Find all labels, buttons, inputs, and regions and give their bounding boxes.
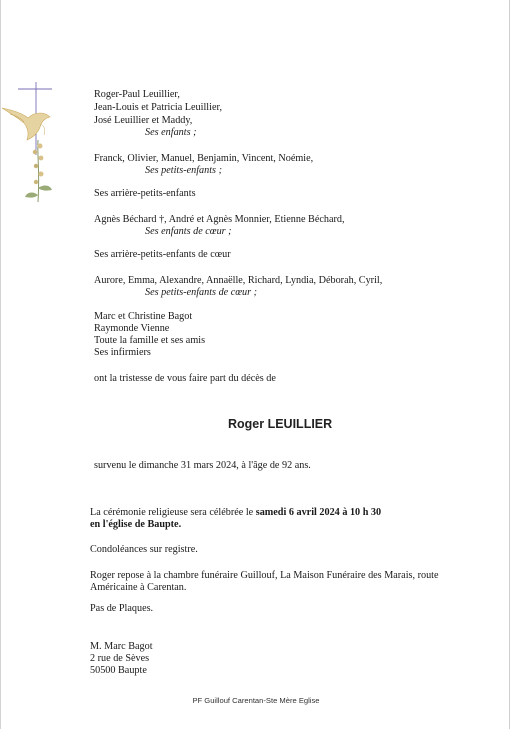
child-line: José Leuillier et Maddy,	[94, 115, 193, 126]
ceremony-line	[90, 507, 381, 519]
other-mourner-line: Ses infirmiers	[94, 347, 151, 358]
child-line: Roger-Paul Leuillier,	[94, 89, 180, 100]
condolences-text: Condoléances sur registre.	[90, 544, 198, 555]
ceremony-prefix: La cérémonie religieuse sera célébrée le	[90, 507, 256, 518]
page-border-right	[509, 0, 510, 729]
contact-street: 2 rue de Sèves	[90, 653, 150, 664]
heart-children-label: Ses enfants de cœur ;	[145, 226, 232, 237]
other-mourner-line: Marc et Christine Bagot	[94, 311, 193, 322]
rest-location-line: Américaine à Carentan.	[90, 582, 187, 593]
heart-grandchildren-label: Ses petits-enfants de cœur ;	[145, 287, 258, 298]
child-line: Jean-Louis et Patricia Leuillier,	[94, 102, 223, 113]
death-date-line: survenu le dimanche 31 mars 2024, à l'âge de 92 ans.	[94, 460, 311, 471]
heart-grandchildren-names: Aurore, Emma, Alexandre, Annaëlle, Richard, Lyndia, Déborah, Cyril,	[94, 275, 383, 286]
grandchildren-label: Ses petits-enfants ;	[145, 165, 222, 176]
rest-location-line: Roger repose à la chambre funéraire Guillouf, La Maison Funéraire des Marais, route	[90, 570, 439, 581]
funeral-home-footer: PF Guillouf Carentan-Ste Mère Eglise	[192, 696, 320, 705]
ceremony-location: en l'église de Baupte.	[90, 519, 182, 530]
contact-name: M. Marc Bagot	[90, 641, 153, 652]
heart-children-names: Agnès Béchard †, André et Agnès Monnier, Etienne Béchard,	[94, 214, 345, 225]
ceremony-datetime: samedi 6 avril 2024 à 10 h 30	[255, 507, 382, 518]
heart-great-grandchildren-line: Ses arrière-petits-enfants de cœur	[94, 249, 231, 260]
great-grandchildren-line: Ses arrière-petits-enfants	[94, 188, 196, 199]
cross-dove-flower-icon	[0, 80, 70, 210]
deceased-name: Roger LEUILLIER	[228, 417, 333, 431]
other-mourner-line: Raymonde Vienne	[94, 323, 170, 334]
other-mourner-line: Toute la famille et ses amis	[94, 335, 206, 346]
grandchildren-names: Franck, Olivier, Manuel, Benjamin, Vincent, Noémie,	[94, 153, 314, 164]
announcement-text: ont la tristesse de vous faire part du décès de	[94, 373, 276, 384]
contact-city: 50500 Baupte	[90, 665, 147, 676]
children-label: Ses enfants ;	[145, 127, 197, 138]
no-plaques-text: Pas de Plaques.	[90, 603, 154, 614]
